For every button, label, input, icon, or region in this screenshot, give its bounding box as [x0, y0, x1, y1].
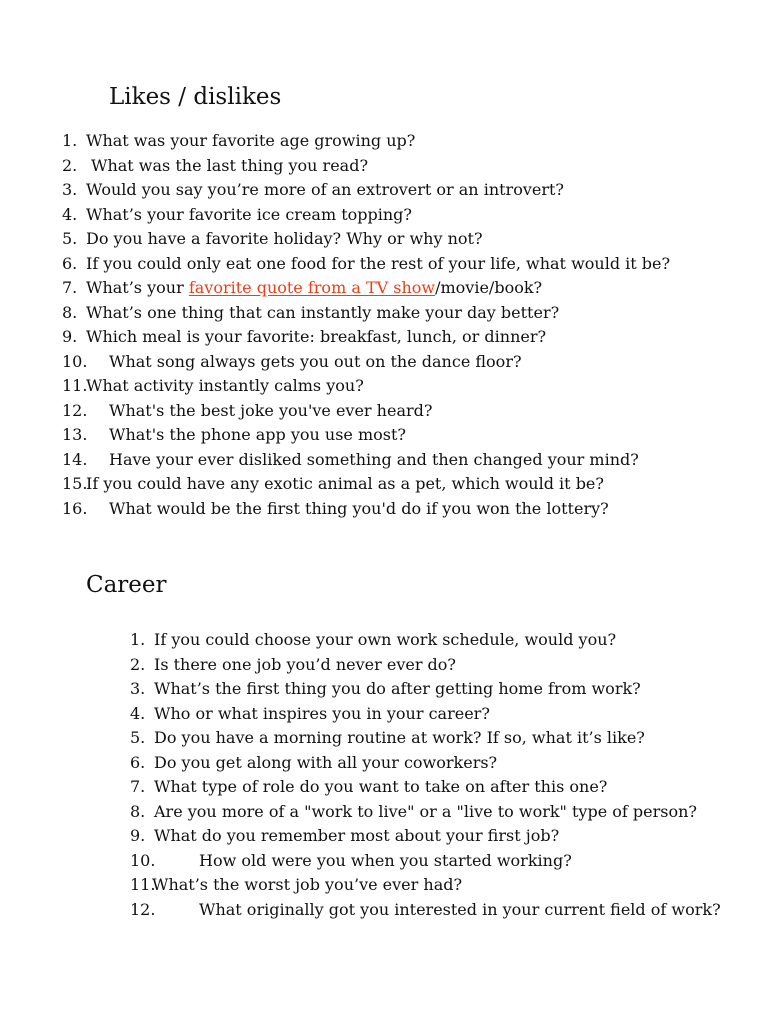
career-question-list	[130, 628, 750, 922]
item-number: 3.	[62, 180, 78, 199]
question-text: Have your ever disliked something and then changed your mind?	[109, 449, 639, 469]
question-text: What song always gets you out on the dance floor?	[109, 351, 522, 371]
question-text: What originally got you interested in your current field of work?	[199, 899, 721, 919]
list-item	[62, 178, 752, 203]
question-text: What’s the first thing you do after getting home from work?	[154, 679, 641, 698]
item-number: 5.	[130, 728, 146, 747]
question-text: What's the best joke you've ever heard?	[109, 400, 433, 420]
item-number: 1.	[130, 630, 146, 649]
item-number: 11.	[130, 875, 156, 894]
section-title-likes: Likes / dislikes	[109, 84, 282, 110]
list-item	[62, 227, 752, 252]
item-number: 5.	[62, 229, 78, 248]
list-item	[130, 873, 750, 898]
item-number: 12.	[130, 899, 156, 919]
item-number: 6.	[62, 253, 78, 273]
list-item	[130, 677, 750, 702]
question-text: Do you have a morning routine at work? If so, what it’s like?	[154, 728, 645, 747]
item-number: 8.	[62, 302, 78, 322]
list-item	[62, 276, 752, 301]
item-number: 9.	[62, 327, 78, 346]
list-item	[62, 252, 752, 277]
list-item	[130, 751, 750, 776]
item-number: 1.	[62, 131, 78, 150]
item-number: 14.	[62, 449, 88, 469]
item-number: 9.	[130, 826, 146, 845]
item-number: 13.	[62, 425, 88, 444]
favorite-quote-link[interactable]: favorite quote from a TV show	[188, 278, 436, 297]
item-number: 16.	[62, 498, 88, 518]
question-text: Do you get along with all your coworkers?	[154, 752, 498, 772]
list-item	[130, 653, 750, 678]
question-text: Would you say you’re more of an extrovert or an introvert?	[86, 180, 564, 199]
list-item	[62, 350, 752, 375]
list-item	[130, 824, 750, 849]
question-text-before-link: What’s your	[86, 278, 189, 297]
item-number: 12.	[62, 400, 88, 420]
question-text: What's the phone app you use most?	[109, 425, 407, 444]
question-text: What’s your favorite ice cream topping?	[86, 204, 412, 224]
question-text: What was the last thing you read?	[91, 155, 369, 175]
list-item	[62, 497, 752, 522]
item-number: 7.	[62, 278, 78, 297]
question-text: Are you more of a "work to live" or a "live to work" type of person?	[154, 801, 697, 821]
list-item	[130, 898, 750, 923]
item-number: 2.	[62, 155, 78, 175]
item-number: 10.	[130, 850, 156, 870]
question-text: Which meal is your favorite: breakfast, lunch, or dinner?	[86, 327, 547, 346]
list-item	[62, 129, 752, 154]
list-item	[130, 628, 750, 653]
question-text: How old were you when you started working?	[199, 850, 572, 870]
item-number: 3.	[130, 679, 146, 698]
question-text: If you could only eat one food for the rest of your life, what would it be?	[86, 253, 671, 273]
question-text: What do you remember most about your first job?	[154, 826, 560, 845]
question-text: Who or what inspires you in your career?	[154, 703, 490, 723]
question-text: What type of role do you want to take on after this one?	[154, 777, 608, 796]
question-text-after-link: /movie/book?	[435, 278, 543, 297]
item-number: 10.	[62, 351, 88, 371]
item-number: 4.	[130, 703, 146, 723]
item-number: 15.	[62, 474, 88, 493]
list-item	[62, 301, 752, 326]
list-item	[130, 849, 750, 874]
list-item	[130, 775, 750, 800]
question-text: What’s one thing that can instantly make your day better?	[86, 302, 560, 322]
item-number: 6.	[130, 752, 146, 772]
list-item	[130, 800, 750, 825]
list-item	[130, 702, 750, 727]
list-item	[62, 399, 752, 424]
item-number: 11.	[62, 376, 88, 395]
list-item	[62, 325, 752, 350]
question-text: What was your favorite age growing up?	[86, 131, 416, 150]
section-title-career: Career	[86, 572, 167, 598]
question-text	[86, 276, 542, 301]
list-item	[62, 472, 752, 497]
list-item	[62, 374, 752, 399]
question-text: If you could have any exotic animal as a pet, which would it be?	[86, 474, 604, 493]
item-number: 8.	[130, 801, 146, 821]
question-text: What’s the worst job you’ve ever had?	[152, 875, 463, 894]
question-text: Is there one job you’d never ever do?	[154, 654, 457, 674]
question-text: What activity instantly calms you?	[86, 376, 364, 395]
list-item	[62, 448, 752, 473]
question-text: Do you have a favorite holiday? Why or why not?	[86, 229, 483, 248]
item-number: 7.	[130, 777, 146, 796]
list-item	[130, 726, 750, 751]
question-text: What would be the first thing you'd do if you won the lottery?	[109, 498, 609, 518]
item-number: 2.	[130, 654, 146, 674]
list-item	[62, 203, 752, 228]
list-item	[62, 154, 752, 179]
list-item	[62, 423, 752, 448]
question-text: If you could choose your own work schedule, would you?	[154, 630, 617, 649]
likes-question-list	[62, 129, 752, 521]
item-number: 4.	[62, 204, 78, 224]
